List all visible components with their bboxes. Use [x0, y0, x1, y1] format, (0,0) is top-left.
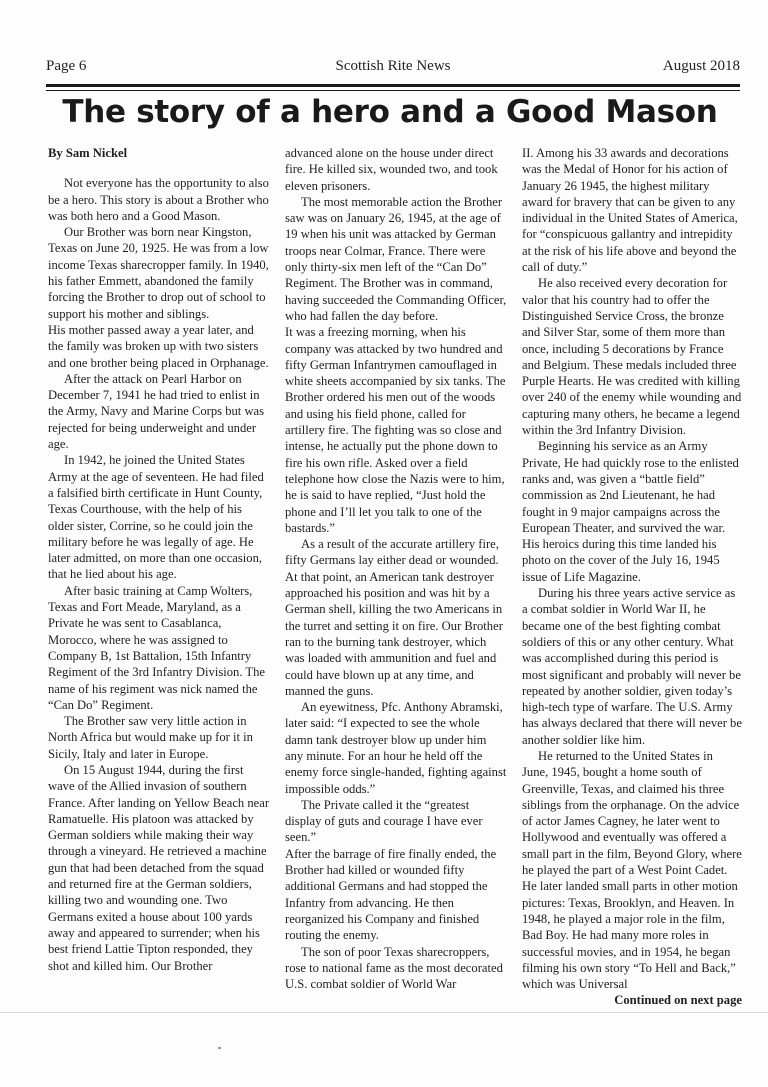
continued-note: Continued on next page — [614, 993, 742, 1008]
paragraph: advanced alone on the house under direct fire. He killed six, wounded two, and took eleven prisoners. — [285, 146, 498, 193]
byline: By Sam Nickel — [48, 146, 128, 160]
scan-edge-line — [0, 1012, 768, 1013]
paragraph: He returned to the United States in June, 1945, bought a home south of Greenville, Texas, and claimed his three siblings from the orphanage. On the advice of actor James Cagney, he later went to Hollywood and eventually was offered a small part in the film, Beyond Glory, where he played the part of a West Point Cadet. He later landed small parts in other motion pictures: Texas, Brooklyn, and Heaven. In 1948, he played a major role in the film, Bad Boy. He had many more roles in successful movies, and in 1954, he began filming his own story “To Hell and Back,” which was Universal — [522, 748, 742, 992]
paragraph: His mother passed away a year later, and the family was broken up with two sisters and one brother being placed in Orphanage. — [48, 322, 269, 370]
paragraph: The Private called it the “greatest display of guts and courage I have ever seen.” — [285, 797, 483, 845]
paragraph: The Brother saw very little action in North Africa but would make up for it in Sicily, Italy and later in Europe. — [48, 714, 253, 761]
paragraph: On 15 August 1944, during the first wave of the Allied invasion of southern France. After landing on Yellow Beach near Ramatuelle. His platoon was attacked by German soldiers while making their way through a vineyard. He retrieved a machine gun that had been detached from the squad and returned fire at the German soldiers, killing two and wounding one. Two Germans exited a house about 100 yards away and appeared to surrender; when his best friend Lattie Tipton responded, they shot and killed him. Our Brother — [48, 762, 270, 973]
paragraph: It was a freezing morning, when his company was attacked by two hundred and fifty German Infantrymen camouflaged in white sheets accompanied by six tanks. The Brother ordered his men out of the woods and using his field phone, called for artillery fire. The fighting was so close and intense, he actually put the phone down to fire his own rifle. Asked over a field telephone how close the Nazis were to him, he is said to have replied, “Just hold the phone and I’ll let you talk to one of the bastards.” — [285, 325, 506, 535]
paragraph: The most memorable action the Brother saw was on January 26, 1945, at the age of 19 when his unit was attacked by German troops near Colmar, France. There were only thirty-six men left of the “Can Do” Regiment. The Brother was in command, having succeeded the Commanding Officer, who had fallen the day before. — [285, 194, 507, 323]
paragraph: II. Among his 33 awards and decorations was the Medal of Honor for his action of January 26 1945, the highest military award for bravery that can be given to any individual in the United States of America, for “conspicuous gallantry and intrepidity at the risk of his life above and beyond the call of duty.” — [522, 146, 738, 275]
paragraph: Our Brother was born near Kingston, Texas on June 20, 1925. He was from a low income Texas sharecropper family. In 1940, his father Emmett, abandoned the family forcing the Brother to drop out of school to support his mother and siblings. — [48, 225, 269, 321]
paragraph: As a result of the accurate artillery fire, fifty Germans lay either dead or wounded. At that point, an American tank destroyer approached his position and was hit by a German shell, killing the two Americans in the turret and setting it on fire. Our Brother ran to the burning tank destroyer, which was loaded with ammunition and fuel and could have blown up at any time, and manned the guns. — [285, 537, 503, 698]
paragraph: He also received every decoration for valor that his country had to offer the Distinguished Service Cross, the bronze and Silver Star, some of them more than once, including 5 decorations by France and Belgium. These medals included three Purple Hearts. He was credited with killing over 240 of the enemy while wounding and capturing many others, he became a legend within the 3rd Infantry Division. — [522, 276, 742, 438]
article-column-3 — [522, 145, 742, 1009]
issue-date: August 2018 — [662, 58, 740, 74]
paragraph: During his three years active service as a combat soldier in World War II, he became one of the best fighting combat soldiers of this or any other century. What was accomplished during this period is most significant and probably will never be repeated by another soldier, given today’s high-tech type of warfare. The U.S. Army has always declared that there will never be another soldier like him. — [522, 586, 742, 747]
paragraph: After basic training at Camp Wolters, Texas and Fort Meade, Maryland, as a Private he was sent to Casablanca, Morocco, where he was assigned to Company B, 1st Battalion, 15th Infantry Regiment of the 3rd Infantry Division. The name of his regiment was nick named the “Can Do” Regiment. — [48, 583, 265, 712]
paragraph: The son of poor Texas sharecroppers, rose to national fame as the most decorated U.S. combat soldier of World War — [285, 944, 503, 992]
article-title: The story of a hero and a Good Mason — [62, 94, 718, 130]
header-rule-thick — [46, 84, 740, 87]
paragraph: In 1942, he joined the United States Army at the age of seventeen. He had filed a falsified birth certificate in Hunt County, Texas Courthouse, with the help of his older sister, Corrine, so he could join the military before he was legally of age. He later admitted, on more than one occasion, that he lied about his age. — [48, 453, 264, 582]
paragraph: After the barrage of fire finally ended, the Brother had killed or wounded fifty additional Germans and had stopped the Infantry from advancing. He then reorganized his Company and finished routing the enemy. — [285, 846, 497, 943]
running-header — [46, 58, 740, 78]
paragraph: Beginning his service as an Army Private, He had quickly rose to the enlisted ranks and, was given a “battle field” commission as 2nd Lieutenant, he had fought in 9 major campaigns across the European Theater, and survived the war. His heroics during this time landed his photo on the cover of the July 16, 1945 issue of Life Magazine. — [522, 439, 739, 584]
scan-speck — [218, 1047, 221, 1049]
paragraph: After the attack on Pearl Harbor on December 7, 1941 he had tried to enlist in the Army, Navy and Marine Corps but was rejected for being underweight and under age. — [48, 371, 265, 452]
header-rule-thin — [46, 90, 740, 91]
page-number: Page 6 — [46, 58, 87, 74]
paragraph: Not everyone has the opportunity to also be a hero. This story is about a Brother who was both hero and a Good Mason. — [48, 176, 269, 223]
publication-name: Scottish Rite News — [335, 58, 451, 74]
paragraph: An eyewitness, Pfc. Anthony Abramski, later said: “I expected to see the whole damn tank destroyer blow up under him any minute. For an hour he held off the enemy force single-handed, fighting against impossible odds.” — [285, 700, 507, 796]
article-column-1 — [48, 145, 270, 974]
article-column-2 — [285, 145, 507, 992]
